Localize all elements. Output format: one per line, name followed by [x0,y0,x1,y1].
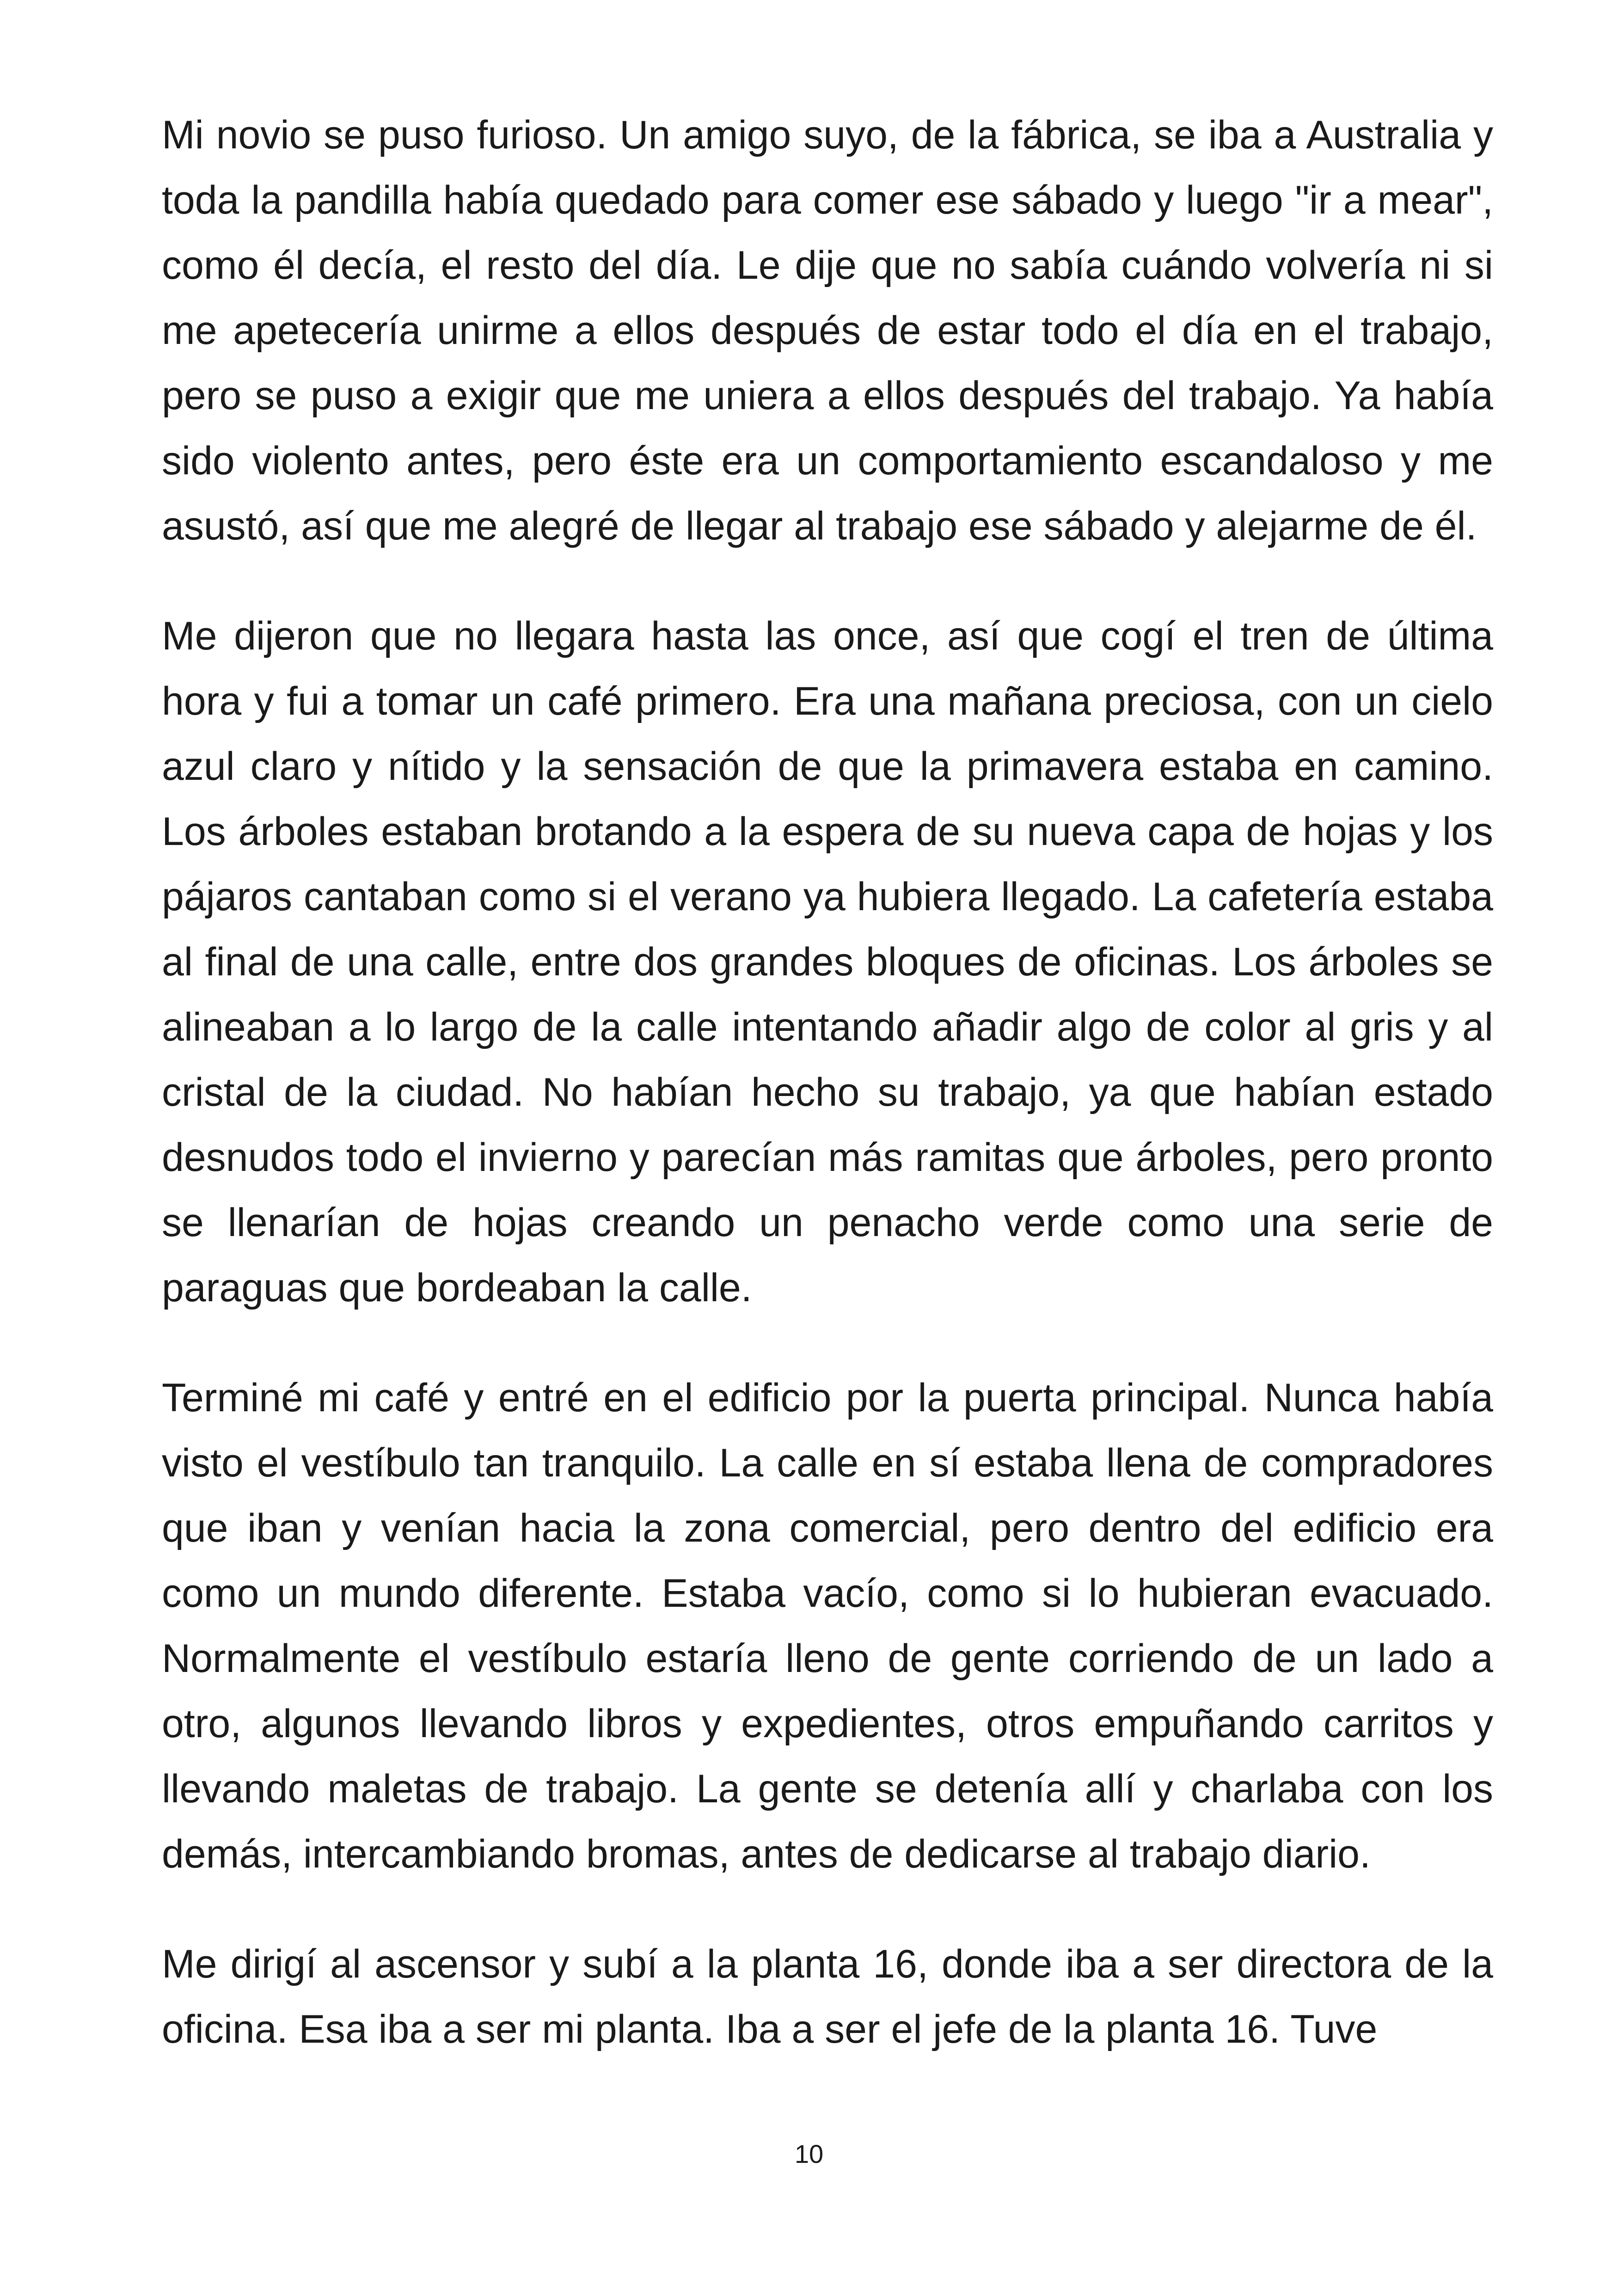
body-text [162,103,1493,2062]
paragraph-3: Terminé mi café y entré en el edificio por la puerta principal. Nunca había visto el vestíbulo tan tranquilo. La calle en sí estaba llena de compradores que iban y venían hacia la zona comercial, pero dentro del edificio era como un mundo diferente. Estaba vacío, como si lo hubieran evacuado. Normalmente el vestíbulo estaría lleno de gente corriendo de un lado a otro, algunos llevando libros y expedientes, otros empuñando carritos y llevando maletas de trabajo. La gente se detenía allí y charlaba con los demás, intercambiando bromas, antes de dedicarse al trabajo diario. [162,1376,1493,1876]
paragraph-4: Me dirigí al ascensor y subí a la planta 16, donde iba a ser directora de la oficina. Esa iba a ser mi planta. Iba a ser el jefe de la planta 16. Tuve [162,1942,1493,2051]
paragraph-1: Mi novio se puso furioso. Un amigo suyo, de la fábrica, se iba a Australia y toda la pandilla había quedado para comer ese sábado y luego "ir a mear", como él decía, el resto del día. Le dije que no sabía cuándo volvería ni si me apetecería unirme a ellos después de estar todo el día en el trabajo, pero se puso a exigir que me uniera a ellos después del trabajo. Ya había sido violento antes, pero éste era un comportamiento escandaloso y me asustó, así que me alegré de llegar al trabajo ese sábado y alejarme de él. [162,113,1493,548]
page-number: 10 [794,2139,824,2168]
paragraph-2: Me dijeron que no llegara hasta las once, así que cogí el tren de última hora y fui a tomar un café primero. Era una mañana preciosa, con un cielo azul claro y nítido y la sensación de que la primavera estaba en camino. Los árboles estaban brotando a la espera de su nueva capa de hojas y los pájaros cantaban como si el verano ya hubiera llegado. La cafetería estaba al final de una calle, entre dos grandes bloques de oficinas. Los árboles se alineaban a lo largo de la calle intentando añadir algo de color al gris y al cristal de la ciudad. No habían hecho su trabajo, ya que habían estado desnudos todo el invierno y parecían más ramitas que árboles, pero pronto se llenarían de hojas creando un penacho verde como una serie de paraguas que bordeaban la calle. [162,614,1493,1310]
